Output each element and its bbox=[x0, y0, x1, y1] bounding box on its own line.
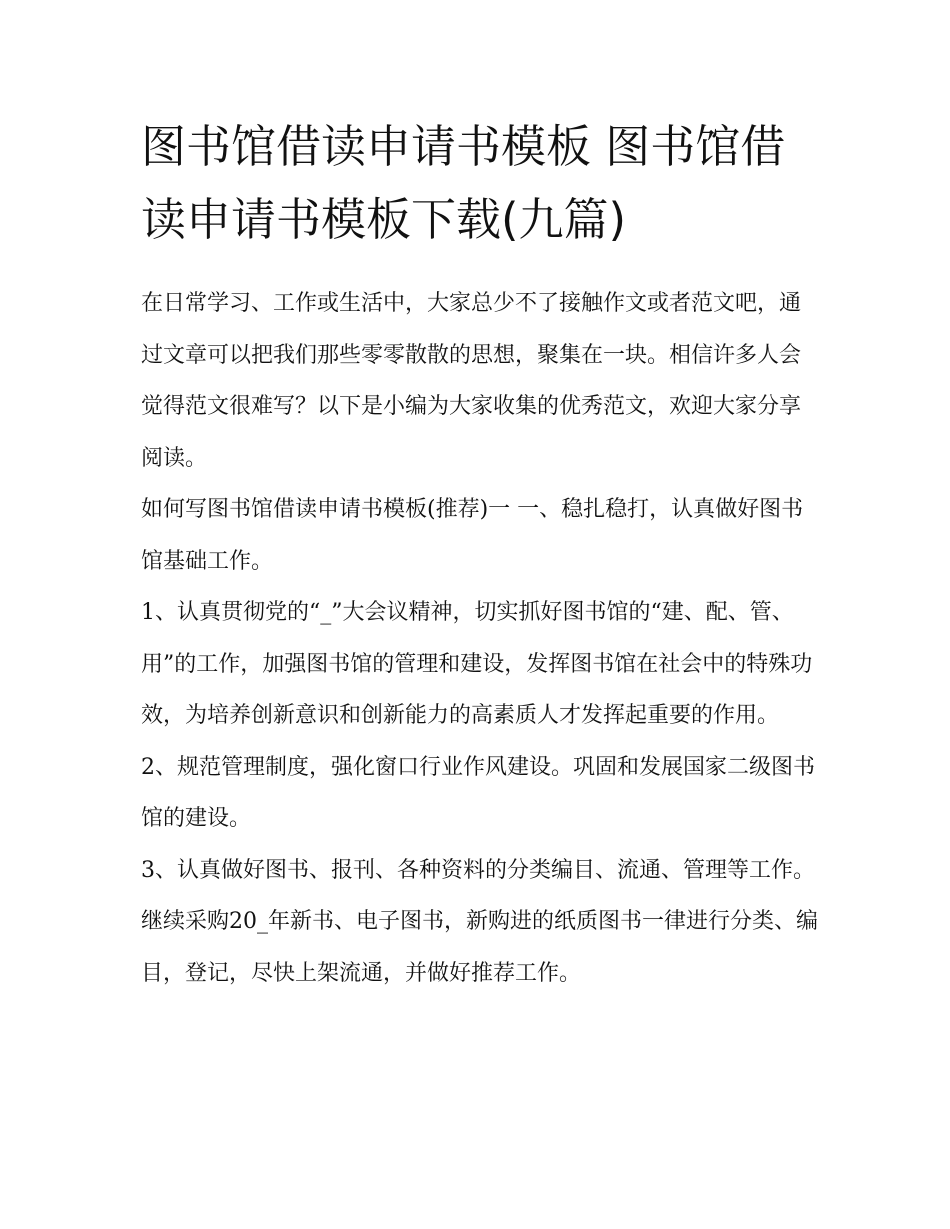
document-title: 图书馆借读申请书模板 图书馆借读申请书模板下载(九篇) bbox=[141, 120, 786, 246]
document-body bbox=[141, 278, 821, 999]
paragraph-intro: 在日常学习、工作或生活中，大家总少不了接触作文或者范文吧，通过文章可以把我们那些零零散散的思想，聚集在一块。相信许多人会觉得范文很难写？以下是小编为大家收集的优秀范文，欢迎大家分享阅读。 bbox=[141, 291, 802, 471]
paragraph-item-2: 2、规范管理制度，强化窗口行业作风建设。巩固和发展国家二级图书馆的建设。 bbox=[141, 754, 815, 831]
paragraph-section-heading: 如何写图书馆借读申请书模板(推荐)一 一、稳扎稳打，认真做好图书馆基础工作。 bbox=[141, 497, 804, 574]
paragraph-item-1: 1、认真贯彻党的“_”大会议精神，切实抓好图书馆的“建、配、管、用”的工作，加强图书馆的管理和建设，发挥图书馆在社会中的特殊功效，为培养创新意识和创新能力的高素质人才发挥起重要的作用。 bbox=[141, 600, 813, 728]
paragraph-item-3: 3、认真做好图书、报刊、各种资料的分类编目、流通、管理等工作。继续采购20_年新书、电子图书，新购进的纸质图书一律进行分类、编目，登记，尽快上架流通，并做好推荐工作。 bbox=[141, 857, 818, 986]
document-page bbox=[141, 110, 821, 999]
